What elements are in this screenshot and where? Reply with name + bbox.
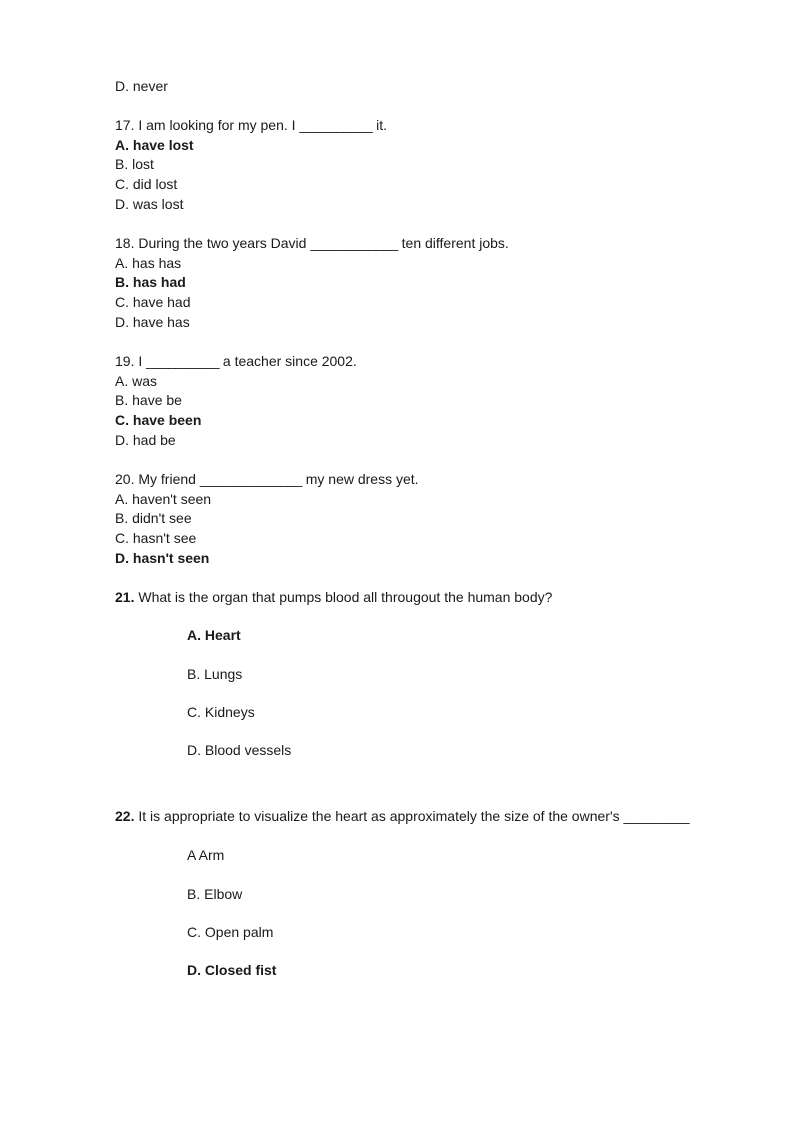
- q20-stem-pre: 20. My friend: [115, 471, 200, 487]
- q19-option-b: B. have be: [115, 392, 182, 408]
- q22-option-d: D. Closed fist: [187, 962, 277, 978]
- q21-option-c: C. Kidneys: [187, 704, 255, 720]
- q22-option-b: B. Elbow: [187, 886, 243, 902]
- q18-stem: [115, 234, 509, 254]
- q19-blank: __________: [146, 353, 220, 369]
- q21-option-a: A. Heart: [187, 627, 241, 643]
- q21-option-b: B. Lungs: [187, 666, 243, 682]
- q19-option-c: C. have been: [115, 412, 202, 428]
- q18-option-b: B. has had: [115, 274, 186, 290]
- q18-option-c: C. have had: [115, 294, 191, 310]
- q17-stem: [115, 116, 387, 136]
- q22-number: 22.: [115, 808, 135, 824]
- q20-stem-post: my new dress yet.: [301, 471, 419, 487]
- q17-stem-pre: 17. I am looking for my pen. I: [115, 117, 300, 133]
- q21-stem-text: What is the organ that pumps blood all througout the human body?: [134, 589, 553, 605]
- q17-blank: __________: [299, 117, 373, 133]
- q18-blank: ____________: [310, 235, 398, 251]
- q18-stem-post: ten different jobs.: [397, 235, 509, 251]
- q22-option-c: C. Open palm: [187, 924, 274, 940]
- q16-option-d: D. never: [115, 78, 168, 94]
- q19-option-a: A. was: [115, 373, 158, 389]
- q20-option-c: C. hasn't see: [115, 530, 197, 546]
- q20-option-b: B. didn't see: [115, 510, 192, 526]
- q17-option-c: C. did lost: [115, 176, 178, 192]
- q17-option-a: A. have lost: [115, 137, 194, 153]
- q22-stem: [115, 807, 689, 827]
- q19-stem-pre: 19. I: [115, 353, 147, 369]
- q22-stem-text: It is appropriate to visualize the heart as approximately the size of the owner's: [134, 808, 624, 824]
- q21-stem: [115, 588, 552, 608]
- q22-option-a: A Arm: [187, 847, 225, 863]
- q20-stem: [115, 470, 419, 490]
- q17-stem-post: it.: [372, 117, 388, 133]
- q18-option-d: D. have has: [115, 314, 190, 330]
- q20-blank: ______________: [199, 471, 302, 487]
- q17-option-b: B. lost: [115, 156, 154, 172]
- q19-option-d: D. had be: [115, 432, 176, 448]
- q17-option-d: D. was lost: [115, 196, 184, 212]
- q22-blank: _________: [623, 808, 690, 824]
- q19-stem: [115, 352, 357, 372]
- q20-option-a: A. haven't seen: [115, 491, 212, 507]
- q21-option-d: D. Blood vessels: [187, 742, 292, 758]
- q18-option-a: A. has has: [115, 255, 182, 271]
- q19-stem-post: a teacher since 2002.: [219, 353, 357, 369]
- q18-stem-pre: 18. During the two years David: [115, 235, 311, 251]
- q20-option-d: D. hasn't seen: [115, 550, 210, 566]
- q21-number: 21.: [115, 589, 135, 605]
